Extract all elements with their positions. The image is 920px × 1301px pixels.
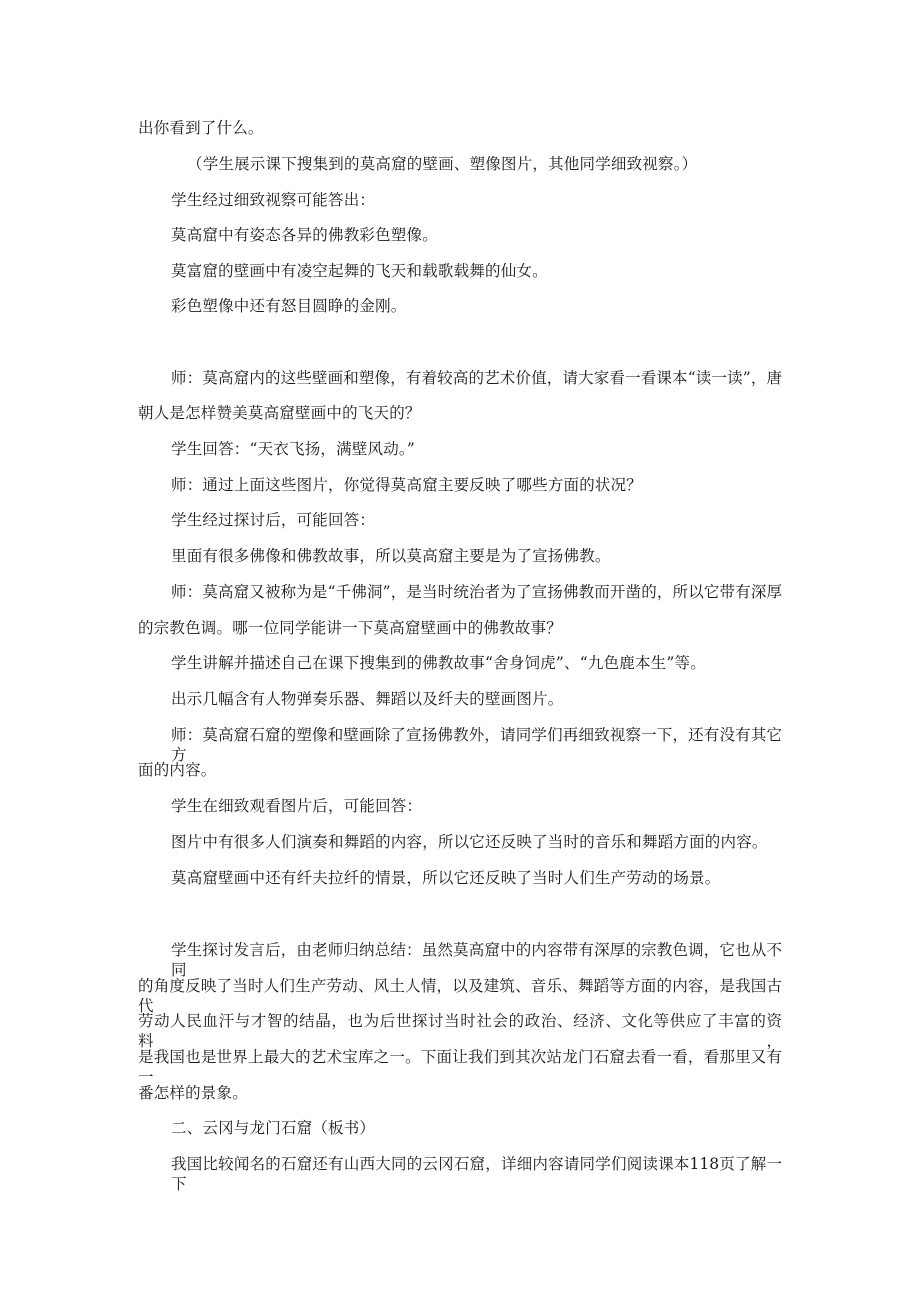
text-line: 学生经过细致视察可能答出： [171, 191, 376, 209]
text-line: 图片中有很多人们演奏和舞蹈的内容，所以它还反映了当时的音乐和舞蹈方面的内容。 [171, 833, 768, 851]
text-line: 学生经过探讨后，可能回答： [171, 511, 376, 529]
text-line: 面的内容。 [138, 761, 217, 779]
text-line: 是我国也是世界上最大的艺术宝库之一。下面让我们到其次站龙门石窟去看一看，看那里又有一 [138, 1048, 782, 1086]
text-line: 莫富窟的壁画中有凌空起舞的飞天和载歌载舞的仙女。 [171, 262, 548, 280]
text-line: 莫高窟壁画中还有纤夫拉纤的情景，所以它还反映了当时人们生产劳动的场景。 [171, 869, 721, 887]
text-line: 我国比较闻名的石窟还有山西大同的云冈石窟，详细内容请同学们阅读课本118页了解一下 [171, 1155, 782, 1193]
section-heading: 二、云冈与龙门石窟（板书） [171, 1119, 376, 1137]
text-line: 莫高窟中有姿态各异的佛教彩色塑像。 [171, 226, 438, 244]
text-line: 朝人是怎样赞美莫高窟壁画中的飞天的？ [138, 404, 421, 422]
text-line: 师：莫高窟内的这些壁画和塑像，有着较高的艺术价值，请大家看一看课本“读一读”，唐 [171, 369, 782, 387]
text-line: 师：通过上面这些图片，你觉得莫高窟主要反映了哪些方面的状况？ [171, 476, 643, 494]
text-line: 劳动人民血汗与才智的结晶，也为后世探讨当时社会的政治、经济、文化等供应了丰富的资料， [138, 1012, 782, 1050]
text-line: 学生讲解并描述自己在课下搜集到的佛教故事“舍身饲虎”、“九色鹿本生”等。 [171, 654, 706, 672]
text-line: 里面有很多佛像和佛教故事，所以莫高窟主要是为了宣扬佛教。 [171, 547, 611, 565]
text-line: 的角度反映了当时人们生产劳动、风土人情，以及建筑、音乐、舞蹈等方面的内容，是我国古代 [138, 977, 782, 1015]
text-line: 出示几幅含有人物弹奏乐器、舞蹈以及纤夫的壁画图片。 [171, 690, 564, 708]
text-line: 出你看到了什么。 [138, 119, 264, 137]
text-line: 学生在细致观看图片后，可能回答： [171, 797, 423, 815]
text-line: 师：莫高窟石窟的塑像和壁画除了宣扬佛教外，请同学们再细致视察一下，还有没有其它方 [171, 726, 782, 764]
text-line: 的宗教色调。哪一位同学能讲一下莫高窟壁画中的佛教故事？ [138, 619, 562, 637]
text-line: 彩色塑像中还有怒目圆睁的金刚。 [171, 297, 407, 315]
text-line: （学生展示课下搜集到的莫高窟的壁画、塑像图片，其他同学细致视察。） [187, 155, 698, 173]
text-line: 学生探讨发言后，由老师归纳总结：虽然莫高窟中的内容带有深厚的宗教色调，它也从不同 [171, 941, 782, 979]
text-line: 番怎样的景象。 [138, 1084, 248, 1102]
text-line: 师：莫高窟又被称为是“千佛洞”，是当时统治者为了宣扬佛教而开凿的，所以它带有深厚 [171, 583, 782, 601]
text-line: 学生回答：“天衣飞扬，满壁风动。” [171, 440, 415, 458]
